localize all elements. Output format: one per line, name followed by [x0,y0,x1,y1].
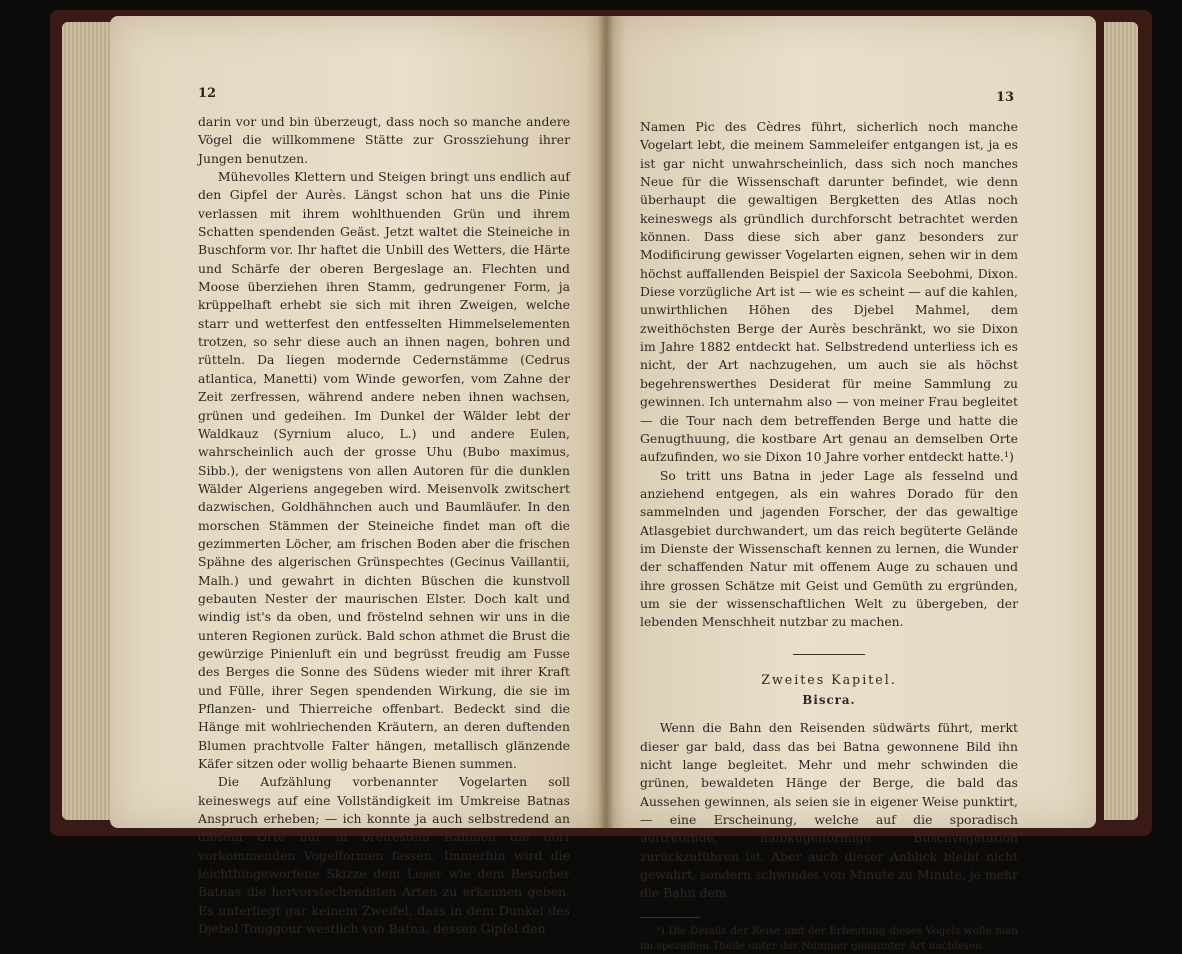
left-page-text [198,113,570,938]
book-gutter [598,16,614,828]
chapter-heading: Zweites Kapitel. [761,671,897,687]
paragraph: So tritt uns Batna in jeder Lage als fesselnd und anziehend entgegen, als ein wahres Dorado für den sammelnden und jagenden Forscher, der das gewaltige Atlasgebiet durchwandert, um das reich begüterte Gelände im Dienste der Wissenschaft kennen zu lernen, die Wunder der schaffenden Natur mit offenem Auge zu schauen und ihre grossen Schätze mit Geist und Gemüth zu ergründen, um sie der wissenschaftlichen Welt zu übergeben, der lebenden Menschheit nutzbar zu machen. [640,467,1018,630]
paragraph: Wenn die Bahn den Reisenden südwärts führt, merkt dieser gar bald, dass das bei Batna gewonnene Bild ihn nicht lange begleitet. Mehr und mehr schwinden die grünen, bewaldeten Hänge der Berge, die bald das Aussehen gewinnen, als seien sie in eigener Weise punktirt, — eine Erscheinung, welche auf die sporadisch auftretende, halbkugelförmige Buschvegetation zurückzuführen ist. Aber auch dieser Anblick bleibt nicht gewahrt, sondern schwindet von Minute zu Minute, je mehr die Bahn dem [640,720,1018,901]
chapter-subtitle: Biscra. [802,692,856,707]
paragraph: darin vor und bin überzeugt, dass noch so manche andere Vögel die willkommene Stätte zur Grossziehung ihrer Jungen benutzen. [198,114,570,166]
paragraph: Die Aufzählung vorbenannter Vogelarten soll keineswegs auf eine Vollständigkeit im Umkreise Batnas Anspruch erheben; — ich konnte ja auch selbstredend an diesem Orte nur in breitestem Rahmen die dort vorkommenden Vogelformen fassen. Immerhin wird die leichthingeworfene Skizze dem Leser wie dem Besucher Batnas die hervorstechendsten Arten zu erkennen geben. Es unterliegt gar keinem Zweifel, dass in dem Dunkel des Djebel Touggour westlich von Batna, dessen Gipfel den [198,774,570,937]
paragraph: Namen Pic des Cèdres führt, sicherlich noch manche Vogelart lebt, die meinem Sammeleifer entgangen ist, ja es ist gar nicht unwahrscheinlich, dass sich noch manches Neue für die Wissenschaft darunter befindet, wie denn überhaupt die gewaltigen Bergketten des Atlas noch keineswegs als gründlich durchforscht betrachtet werden können. Dass diese sich aber ganz besonders zur Modificirung gewisser Vogelarten eignen, sehen wir in dem höchst auffallenden Beispiel der Saxicola Seebohmi, Dixon. Diese vorzügliche Art ist — wie es scheint — auf die kahlen, unwirthlichen Höhen des Djebel Mahmel, dem zweithöchsten Berge der Aurès beschränkt, wo sie Dixon im Jahre 1882 entdeckt hat. Selbstredend unterliess ich es nicht, der Art nachzugehen, um auch sie als höchst begehrenswerthes Desiderat für meine Sammlung zu gewinnen. Ich unternahm also — von meiner Frau begleitet — die Tour nach dem betreffenden Berge und hatte die Genugthuung, die kostbare Art genau an demselben Orte aufzufinden, wo sie Dixon 10 Jahre vorher entdeckt hatte.¹) [640,119,1018,465]
page-edges-right [1104,22,1138,820]
left-page-number: 12 [198,86,217,101]
footnote: ¹) Die Détails der Reise und der Erbeutung dieses Vogels wolle man im speziellen Theile unter der Nummer genannter Art nachlesen. [640,924,1018,952]
right-page-number: 13 [996,90,1015,105]
section-divider [793,654,865,655]
right-page-text [640,118,1018,954]
footnote-rule [640,917,700,918]
paragraph: Mühevolles Klettern und Steigen bringt uns endlich auf den Gipfel der Aurès. Längst schon hat uns die Pinie verlassen mit ihrem wohlthuenden Grün und ihrem Schatten spendenden Geäst. Jetzt waltet die Steineiche in Buschform vor. Ihr haftet die Unbill des Wetters, die Härte und Schärfe der oberen Bergeslage an. Flechten und Moose überziehen ihren Stamm, gedrungener Form, ja krüppelhaft erhebt sie sich mit ihren Zweigen, welche starr und wetterfest den entfesselten Himmelselementen trotzen, so sehr diese auch an ihnen nagen, bohren und rütteln. Da liegen modernde Cedernstämme (Cedrus atlantica, Manetti) vom Winde geworfen, vom Zahne der Zeit zerfressen, während andere neben ihnen wachsen, grünen und gedeihen. Im Dunkel der Wälder lebt der Waldkauz (Syrnium aluco, L.) und andere Eulen, wahrscheinlich auch der grosse Uhu (Bubo maximus, Sibb.), der wenigstens von allen Autoren für die dunklen Wälder Algeriens angegeben wird. Meisenvolk zwitschert dazwischen, Goldhähnchen auch und Baumläufer. In den morschen Stämmen der Steineiche findet man oft die gezimmerten Löcher, am frischen Boden aber die frischen Spähne des algerischen Grünspechtes (Gecinus Vaillantii, Malh.) und gewahrt in dichten Büschen die kunstvoll gebauten Nester der maurischen Elster. Doch kalt und windig ist's da oben, und fröstelnd sehnen wir uns in die unteren Regionen zurück. Bald schon athmet die Brust die gewürzige Pinienluft ein und begrüsst freudig am Fusse des Berges die Sonne des Südens wieder mit ihrer Kraft und Fülle, ihrer Segen spendenden Wirkung, die sie im Pflanzen- und Thierreiche offenbart. Bedeckt sind die Hänge mit wohlriechenden Kräutern, an deren duftenden Blumen prachtvolle Falter hängen, metallisch glänzende Käfer sitzen oder wollig behaarte Bienen summen. [198,169,570,772]
